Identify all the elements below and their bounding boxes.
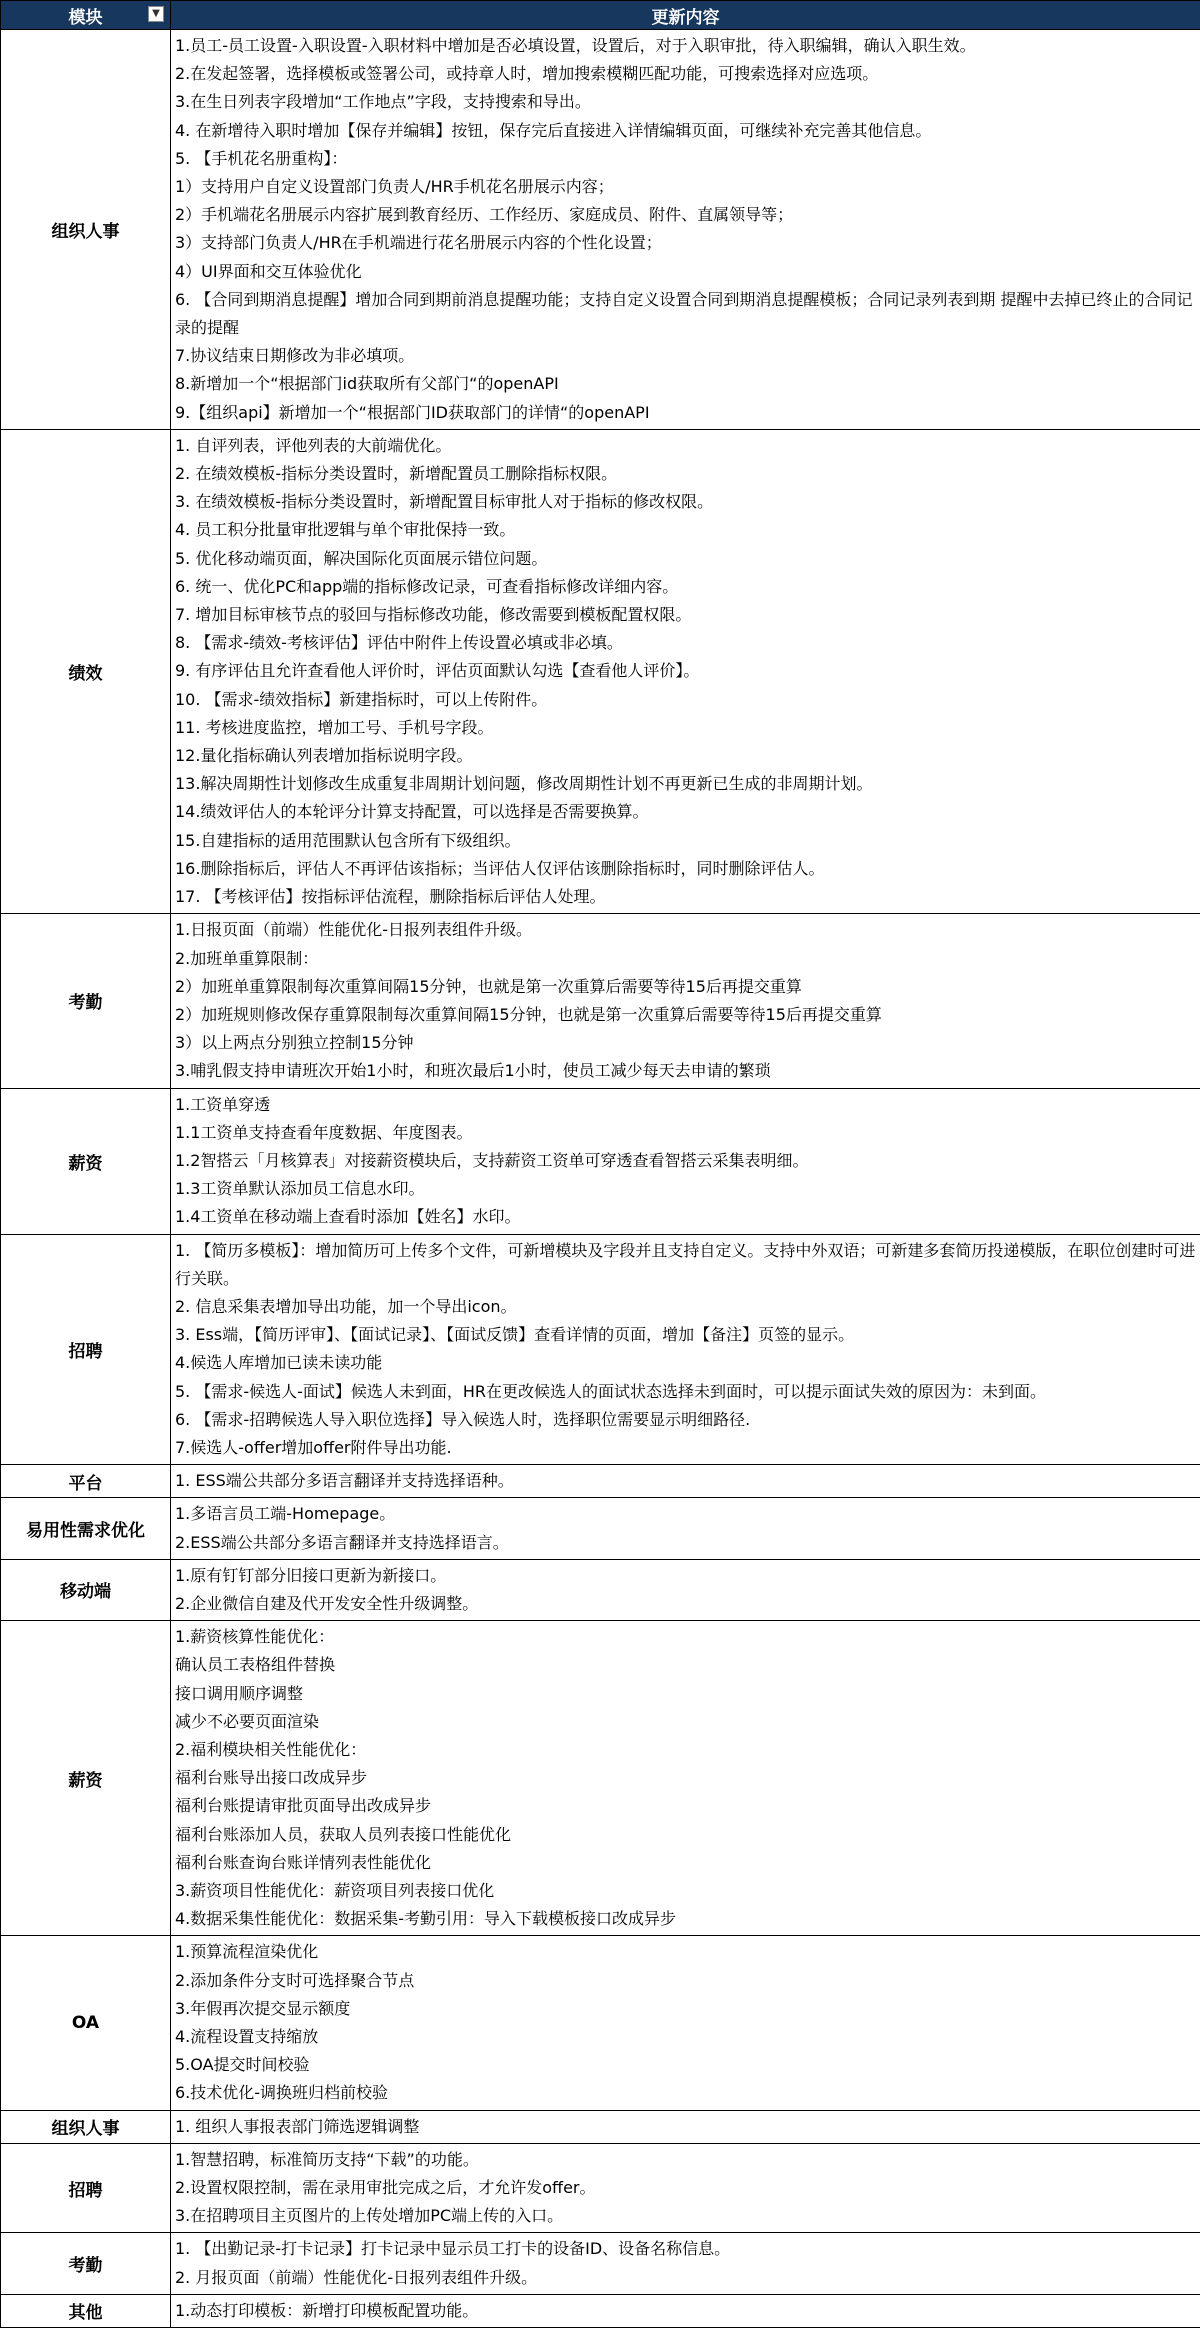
update-item: 15.自建指标的适用范围默认包含所有下级组织。	[175, 830, 521, 850]
update-item: 1.员工-员工设置-入职设置-入职材料中增加是否必填设置，设置后，对于入职审批，待入职编辑，确认入职生效。	[175, 36, 976, 55]
update-item: 2. 信息采集表增加导出功能，加一个导出icon。	[175, 1296, 517, 1316]
update-item: 6.技术优化-调换班归档前校验	[175, 2083, 389, 2103]
content-cell[interactable]	[171, 1465, 1200, 1498]
module-cell[interactable]: 易用性需求优化	[1, 1498, 171, 1559]
module-cell[interactable]: 薪资	[1, 1088, 171, 1234]
module-cell[interactable]: 考勤	[1, 2233, 171, 2294]
update-item: 确认员工表格组件替换	[175, 1655, 336, 1675]
content-cell[interactable]	[171, 1621, 1200, 1936]
update-item: 1.动态打印模板：新增打印模板配置功能。	[175, 2300, 479, 2320]
update-item: 1.多语言员工端-Homepage。	[175, 1504, 396, 1524]
update-item: 5. 【需求-候选人-面试】候选人未到面，HR在更改候选人的面试状态选择未到面时，可以提示面试失效的原因为：未到面。	[175, 1381, 1047, 1401]
content-cell[interactable]	[171, 2294, 1200, 2327]
update-item: 6. 【合同到期消息提醒】增加合同到期前消息提醒功能；支持自定义设置合同到期消息提醒模板；合同记录列表到期 提醒中去掉已终止的合同记录的提醒	[175, 289, 1193, 338]
update-item: 2.ESS端公共部分多语言翻译并支持选择语言。	[175, 1532, 509, 1552]
table-row	[1, 1936, 1200, 2110]
update-item: 5.OA提交时间校验	[175, 2055, 310, 2075]
content-cell[interactable]	[171, 1936, 1200, 2110]
update-item: 5. 【手机花名册重构】：	[175, 148, 348, 168]
update-item: 3.薪资项目性能优化：薪资项目列表接口优化	[175, 1881, 495, 1900]
content-cell[interactable]	[171, 1559, 1200, 1620]
update-item: 1.日报页面（前端）性能优化-日报列表组件升级。	[175, 920, 533, 940]
update-item: 3）以上两点分别独立控制15分钟	[175, 1033, 414, 1053]
content-cell[interactable]	[171, 1088, 1200, 1234]
update-item: 2.添加条件分支时可选择聚合节点	[175, 1970, 415, 1990]
module-cell[interactable]: 招聘	[1, 2143, 171, 2233]
update-item: 4.数据采集性能优化：数据采集-考勤引用：导入下载模板接口改成异步	[175, 1909, 677, 1929]
content-cell[interactable]	[171, 2233, 1200, 2294]
update-item: 1.2智搭云「月核算表」对接薪资模块后，支持薪资工资单可穿透查看智搭云采集表明细。	[175, 1150, 809, 1170]
table-row	[1, 2294, 1200, 2327]
content-cell[interactable]	[171, 1234, 1200, 1465]
update-item: 2. 在绩效模板-指标分类设置时，新增配置员工删除指标权限。	[175, 464, 618, 484]
update-item: 1.工资单穿透	[175, 1094, 271, 1114]
update-item: 8.新增加一个“根据部门id获取所有父部门“的openAPI	[175, 374, 559, 394]
content-cell[interactable]	[171, 914, 1200, 1088]
table-row	[1, 2233, 1200, 2294]
module-cell[interactable]: 组织人事	[1, 2110, 171, 2143]
table-row	[1, 1498, 1200, 1559]
table-row	[1, 1621, 1200, 1936]
update-item: 3.哺乳假支持申请班次开始1小时，和班次最后1小时，使员工减少每天去申请的繁琐	[175, 1061, 771, 1081]
update-item: 3.年假再次提交显示额度	[175, 1998, 351, 2018]
update-item: 9. 有序评估且允许查看他人评价时，评估页面默认勾选【查看他人评价】。	[175, 661, 700, 681]
update-item: 7.协议结束日期修改为非必填项。	[175, 346, 415, 366]
table-row	[1, 2110, 1200, 2143]
update-item: 1.1工资单支持查看年度数据、年度图表。	[175, 1122, 473, 1142]
update-item: 1. 【简历多模板】：增加简历可上传多个文件，可新增模块及字段并且支持自定义。支持中外双语；可新建多套简历投递模版，在职位创建时可进行关联。	[175, 1240, 1196, 1288]
update-item: 4）UI界面和交互体验优化	[175, 261, 362, 281]
content-cell[interactable]	[171, 429, 1200, 913]
update-item: 2）手机端花名册展示内容扩展到教育经历、工作经历、家庭成员、附件、直属领导等；	[175, 205, 794, 225]
table-row	[1, 1559, 1200, 1620]
update-item: 11. 考核进度监控，增加工号、手机号字段。	[175, 717, 494, 737]
module-cell[interactable]: 移动端	[1, 1559, 171, 1620]
table-row	[1, 1234, 1200, 1465]
module-cell[interactable]: 考勤	[1, 914, 171, 1088]
table-body	[1, 30, 1200, 2328]
filter-dropdown-icon[interactable]: ▼	[148, 6, 164, 22]
update-item: 1.原有钉钉部分旧接口更新为新接口。	[175, 1565, 447, 1585]
update-item: 6. 【需求-招聘候选人导入职位选择】导入候选人时，选择职位需要显示明细路径.	[175, 1409, 751, 1429]
update-item: 10. 【需求-绩效指标】新建指标时，可以上传附件。	[175, 689, 548, 709]
update-item: 2.福利模块相关性能优化：	[175, 1739, 367, 1759]
update-item: 12.量化指标确认列表增加指标说明字段。	[175, 746, 473, 766]
update-item: 3.在生日列表字段增加“工作地点”字段，支持搜索和导出。	[175, 92, 591, 112]
update-item: 8. 【需求-绩效-考核评估】评估中附件上传设置必填或非必填。	[175, 633, 623, 653]
update-item: 福利台账提请审批页面导出改成异步	[175, 1796, 432, 1816]
table-row	[1, 1088, 1200, 1234]
update-item: 1. 组织人事报表部门筛选逻辑调整	[175, 2116, 420, 2136]
module-header-label: 模块	[68, 7, 103, 28]
update-item: 减少不必要页面渲染	[175, 1711, 320, 1731]
update-item: 1.预算流程渲染优化	[175, 1942, 319, 1962]
module-cell[interactable]: 招聘	[1, 1234, 171, 1465]
module-cell[interactable]: OA	[1, 1936, 171, 2110]
content-cell[interactable]	[171, 1498, 1200, 1559]
update-item: 7.候选人-offer增加offer附件导出功能.	[175, 1437, 452, 1457]
table-row	[1, 1465, 1200, 1498]
update-item: 3）支持部门负责人/HR在手机端进行花名册展示内容的个性化设置；	[175, 233, 662, 253]
update-item: 1.4工资单在移动端上查看时添加【姓名】水印。	[175, 1207, 521, 1227]
module-cell[interactable]: 薪资	[1, 1621, 171, 1936]
table-row	[1, 2143, 1200, 2233]
update-item: 17. 【考核评估】按指标评估流程，删除指标后评估人处理。	[175, 887, 606, 907]
update-item: 福利台账添加人员，获取人员列表接口性能优化	[175, 1824, 512, 1844]
update-item: 2）加班规则修改保存重算限制每次重算间隔15分钟，也就是第一次重算后需要等待15后再提交重算	[175, 1004, 882, 1024]
header-row	[1, 1, 1200, 30]
module-cell[interactable]: 平台	[1, 1465, 171, 1498]
table-row	[1, 30, 1200, 430]
content-cell[interactable]	[171, 2110, 1200, 2143]
module-cell[interactable]: 绩效	[1, 429, 171, 913]
update-item: 2.设置权限控制，需在录用审批完成之后，才允许发offer。	[175, 2178, 596, 2198]
update-item: 16.删除指标后，评估人不再评估该指标；当评估人仅评估该删除指标时，同时删除评估人。	[175, 858, 825, 878]
update-item: 福利台账导出接口改成异步	[175, 1768, 368, 1788]
update-item: 3. Ess端，【简历评审】、【面试记录】、【面试反馈】查看详情的页面，增加【备注】页签的显示。	[175, 1325, 855, 1345]
update-item: 9.【组织api】新增加一个“根据部门ID获取部门的详情“的openAPI	[175, 402, 650, 422]
update-item: 1.智慧招聘，标准简历支持“下载”的功能。	[175, 2149, 479, 2169]
module-cell[interactable]: 其他	[1, 2294, 171, 2327]
update-item: 1. ESS端公共部分多语言翻译并支持选择语种。	[175, 1471, 514, 1491]
content-header-label: 更新内容	[651, 7, 720, 28]
update-item: 1.薪资核算性能优化：	[175, 1627, 335, 1647]
update-item: 2.加班单重算限制：	[175, 948, 319, 968]
update-item: 3. 在绩效模板-指标分类设置时，新增配置目标审批人对于指标的修改权限。	[175, 492, 714, 512]
content-cell[interactable]	[171, 30, 1200, 430]
update-item: 7. 增加目标审核节点的驳回与指标修改功能，修改需要到模板配置权限。	[175, 605, 692, 625]
update-item: 2）加班单重算限制每次重算间隔15分钟，也就是第一次重算后需要等待15后再提交重算	[175, 976, 802, 996]
table-row	[1, 914, 1200, 1088]
update-item: 接口调用顺序调整	[175, 1683, 304, 1703]
update-item: 5. 优化移动端页面，解决国际化页面展示错位问题。	[175, 548, 548, 568]
update-item: 2. 月报页面（前端）性能优化-日报列表组件升级。	[175, 2267, 538, 2287]
update-item: 福利台账查询台账详情列表性能优化	[175, 1852, 432, 1872]
update-item: 1. 【出勤记录-打卡记录】打卡记录中显示员工打卡的设备ID、设备名称信息。	[175, 2239, 731, 2259]
update-item: 13.解决周期性计划修改生成重复非周期计划问题，修改周期性计划不再更新已生成的非周期计划。	[175, 774, 873, 794]
update-item: 2.在发起签署，选择模板或签署公司，或持章人时，增加搜索模糊匹配功能，可搜索选择对应选项。	[175, 64, 879, 84]
update-item: 6. 统一、优化PC和app端的指标修改记录，可查看指标修改详细内容。	[175, 576, 679, 596]
content-column-header	[171, 1, 1200, 30]
update-item: 4. 在新增待入职时增加【保存并编辑】按钮，保存完后直接进入详情编辑页面，可继续补充完善其他信息。	[175, 120, 932, 140]
update-item: 1. 自评列表，评他列表的大前端优化。	[175, 435, 452, 455]
update-item: 3.在招聘项目主页图片的上传处增加PC端上传的入口。	[175, 2206, 564, 2226]
table-row	[1, 429, 1200, 913]
update-item: 14.绩效评估人的本轮评分计算支持配置，可以选择是否需要换算。	[175, 802, 649, 822]
module-cell[interactable]: 组织人事	[1, 30, 171, 430]
update-item: 4. 员工积分批量审批逻辑与单个审批保持一致。	[175, 520, 516, 540]
update-item: 1）支持用户自定义设置部门负责人/HR手机花名册展示内容；	[175, 177, 614, 197]
content-cell[interactable]	[171, 2143, 1200, 2233]
module-column-header[interactable]	[1, 1, 171, 30]
update-item: 2.企业微信自建及代开发安全性升级调整。	[175, 1593, 479, 1613]
update-item: 4.流程设置支持缩放	[175, 2027, 319, 2047]
update-item: 1.3工资单默认添加员工信息水印。	[175, 1179, 425, 1199]
update-item: 4.候选人库增加已读未读功能	[175, 1353, 383, 1373]
